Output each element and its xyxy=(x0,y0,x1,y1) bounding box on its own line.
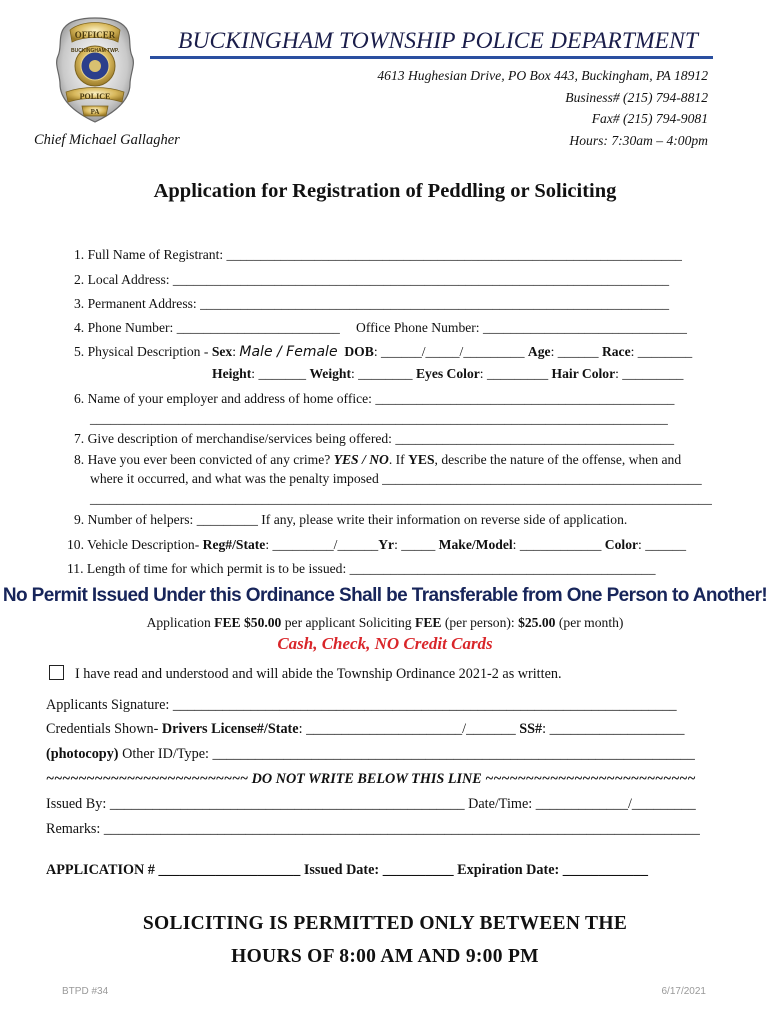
agreement-checkbox[interactable] xyxy=(49,665,64,680)
height-label: Height xyxy=(212,366,252,381)
field-employer: 6. Name of your employer and address of home office: ____________________________________________ xyxy=(74,391,675,406)
sex-options: Male / Female xyxy=(239,344,338,360)
field-office-phone: Office Phone Number: ______________________________ xyxy=(356,320,687,335)
field-employer-cont: _____________________________________________________________________________________ xyxy=(90,411,668,426)
race-blank: : ________ xyxy=(630,344,693,359)
dob-blank: : ______/_____/_________ xyxy=(373,344,525,359)
field-convictions-3: ______________________________________________________________________________________________ xyxy=(90,491,712,506)
field-convictions-2: where it occurred, and what was the penalty imposed _______________________________________________ xyxy=(90,471,702,486)
hair-blank: : _________ xyxy=(615,366,684,381)
physical-description-label: 5. Physical Description - xyxy=(74,344,212,359)
applicant-signature-field: Applicants Signature: _______________________________________________________________________ xyxy=(46,697,677,713)
department-name: BUCKINGHAM TOWNSHIP POLICE DEPARTMENT xyxy=(178,28,699,54)
fee-text-a: Application xyxy=(146,615,215,630)
reg-label: Reg#/State xyxy=(202,537,266,552)
yes-label: YES xyxy=(408,452,435,467)
age-blank: : ______ xyxy=(550,344,599,359)
soliciting-fee-amount: $25.00 xyxy=(518,615,556,630)
header-rule xyxy=(150,56,713,59)
remarks-field: Remarks: ____________________________________________________________________________________ xyxy=(46,821,700,837)
hair-label: Hair Color xyxy=(551,366,616,381)
field-physical-description: 5. Physical Description - Sex: Male / Female DOB: ______/_____/_________ Age: ______ Race: ________ xyxy=(74,344,693,360)
color-label: Color xyxy=(604,537,639,552)
height-blank: : _______ xyxy=(251,366,307,381)
field-vehicle xyxy=(67,537,686,553)
soliciting-hours-notice-2: HOURS OF 8:00 AM AND 9:00 PM xyxy=(231,946,539,967)
svg-text:OFFICER: OFFICER xyxy=(74,30,116,40)
police-badge-logo xyxy=(52,14,138,126)
field-local-address: 2. Local Address: _________________________________________________________________________ xyxy=(74,272,670,287)
age-label: Age xyxy=(527,344,551,359)
department-address: 4613 Hughesian Drive, PO Box 443, Buckingham, PA 18912 xyxy=(377,68,708,83)
make-blank: : ____________ xyxy=(512,537,605,552)
credentials-label: Credentials Shown- xyxy=(46,721,162,737)
drivers-license-label: Drivers License#/State xyxy=(161,721,299,737)
soliciting-fee-label: FEE xyxy=(415,615,442,630)
field-helpers: 9. Number of helpers: _________ If any, please write their information on reverse side of application. xyxy=(74,512,628,527)
field-convictions xyxy=(74,452,681,468)
color-blank: : ______ xyxy=(638,537,686,552)
do-not-write-divider: ~~~~~~~~~~~~~~~~~~~~~~~~~ DO NOT WRITE BELOW THIS LINE ~~~~~~~~~~~~~~~~~~~~~~~~~~ xyxy=(46,771,696,787)
field-physical-description-2 xyxy=(212,366,683,382)
fee-text-b: per applicant Soliciting xyxy=(281,615,416,630)
form-date: 6/17/2021 xyxy=(661,986,706,997)
vehicle-label: 10. Vehicle Description- xyxy=(67,537,203,552)
eyes-label: Eyes Color xyxy=(415,366,480,381)
other-id-blank: Other ID/Type: ____________________________________________________________________ xyxy=(118,746,695,762)
fee-text-d: (per month) xyxy=(555,615,624,630)
ss-blank: : ___________________ xyxy=(542,721,685,737)
svg-text:POLICE: POLICE xyxy=(79,92,111,101)
field-merchandise: 7. Give description of merchandise/services being offered: _________________________________________ xyxy=(74,431,675,446)
application-fee: FEE $50.00 xyxy=(214,615,282,630)
form-id: BTPD #34 xyxy=(62,986,109,997)
field-phone-number: 4. Phone Number: ________________________ xyxy=(74,320,340,335)
dob-label: DOB xyxy=(344,344,374,359)
weight-label: Weight xyxy=(309,366,351,381)
field-permanent-address: 3. Permanent Address: _____________________________________________________________________ xyxy=(74,296,670,311)
convictions-describe: , describe the nature of the offense, when and xyxy=(434,452,682,467)
race-label: Race xyxy=(601,344,631,359)
field-permit-length: 11. Length of time for which permit is to be issued: _____________________________________________ xyxy=(67,561,656,576)
issued-by-field: Issued By: __________________________________________________ Date/Time: _____________/_________ xyxy=(46,796,696,812)
chief-name: Chief Michael Gallagher xyxy=(34,132,180,148)
fee-line xyxy=(0,615,770,631)
agreement-text: I have read and understood and will abide the Township Ordinance 2021-2 as written. xyxy=(75,666,562,682)
field-full-name: 1. Full Name of Registrant: ___________________________________________________________________ xyxy=(74,247,682,262)
fax-number: Fax# (215) 794-9081 xyxy=(591,111,708,126)
office-use-line: APPLICATION # ____________________ Issued Date: __________ Expiration Date: ____________ xyxy=(46,862,648,878)
business-phone: Business# (215) 794-8812 xyxy=(565,90,708,105)
fee-text-c: (per person): xyxy=(441,615,519,630)
transfer-warning: No Permit Issued Under this Ordinance Shall be Transferable from One Person to Another! xyxy=(2,585,768,606)
sex-label: Sex xyxy=(211,344,233,359)
photocopy-label: (photocopy) xyxy=(46,746,119,762)
reg-blank: : _________/______ xyxy=(265,537,379,552)
yr-blank: : _____ xyxy=(394,537,439,552)
yr-label: Yr xyxy=(378,537,395,552)
svg-text:BUCKINGHAM TWP.: BUCKINGHAM TWP. xyxy=(71,48,119,54)
eyes-blank: : _________ xyxy=(479,366,549,381)
credentials-field xyxy=(46,721,684,738)
make-label: Make/Model xyxy=(438,537,513,552)
other-id-field xyxy=(46,746,695,763)
svg-text:PA: PA xyxy=(90,108,100,116)
yes-no-option: YES / NO xyxy=(333,452,389,467)
drivers-license-blank: : ______________________/_______ xyxy=(298,721,520,737)
weight-blank: : ________ xyxy=(351,366,413,381)
office-hours: Hours: 7:30am – 4:00pm xyxy=(569,133,708,148)
ss-label: SS# xyxy=(519,721,543,737)
convictions-if: . If xyxy=(388,452,409,467)
payment-methods: Cash, Check, NO Credit Cards xyxy=(277,634,493,653)
form-title: Application for Registration of Peddling or Soliciting xyxy=(153,180,617,202)
convictions-question: 8. Have you ever been convicted of any crime? xyxy=(74,452,334,467)
soliciting-hours-notice-1: SOLICITING IS PERMITTED ONLY BETWEEN THE xyxy=(142,913,628,934)
